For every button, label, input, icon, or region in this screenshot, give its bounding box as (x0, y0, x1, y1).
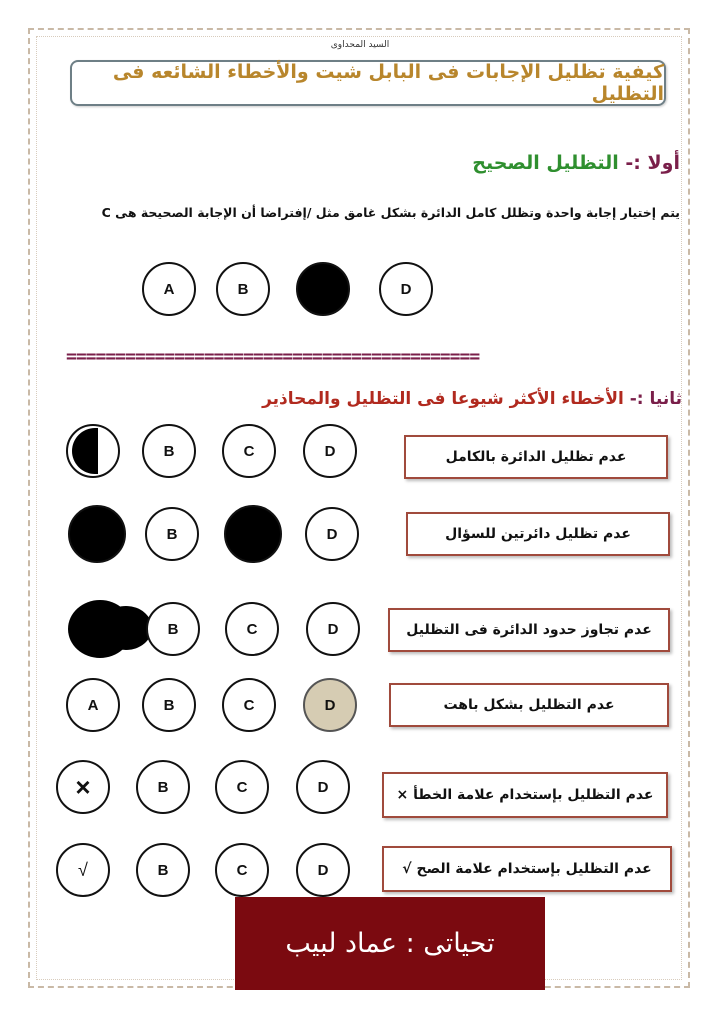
bubble-d: D (305, 507, 359, 561)
footer-banner: تحياتى : عماد لبيب (235, 897, 545, 990)
partial-fill (72, 428, 98, 474)
page-title: كيفية تظليل الإجابات فى البابل شيت والأخطاء الشائعه فى التظليل (70, 60, 666, 106)
bubble-d: D (296, 843, 350, 897)
bubble-d: D (306, 602, 360, 656)
bubble-d-faint: D (303, 678, 357, 732)
instruction-text: يتم إختيار إجابة واحدة وتظلل كامل الدائرة بشكل غامق مثل /إفتراضا أن الإجابة الصحيحة هى C (101, 205, 680, 220)
bubble-c-filled (296, 262, 350, 316)
overflow-fill-extension (100, 606, 152, 650)
bubble-x-mark: × (56, 760, 110, 814)
bubble-b: B (136, 843, 190, 897)
bubble-c: C (215, 760, 269, 814)
mistake-label: عدم تظليل دائرتين للسؤال (406, 512, 670, 556)
bubble-b: B (142, 678, 196, 732)
mistake-label: عدم التظليل بشكل باهت (389, 683, 669, 727)
section2-prefix: ثانيا :- (629, 389, 682, 409)
bubble-d: D (296, 760, 350, 814)
bubble-c: C (222, 678, 276, 732)
author-name: السيد المحداوى (330, 40, 390, 50)
bubble-b: B (216, 262, 270, 316)
mistake-label: عدم التظليل بإستخدام علامة الصح √ (382, 846, 672, 892)
section2-title: الأخطاء الأكثر شيوعا فى التظليل والمحاذير (262, 389, 624, 409)
bubble-a: A (142, 262, 196, 316)
bubble-b: B (136, 760, 190, 814)
mistake-label: عدم التظليل بإستخدام علامة الخطأ × (382, 772, 668, 818)
bubble-a-filled (68, 505, 126, 563)
section2-heading (262, 389, 682, 409)
bubble-c-filled (224, 505, 282, 563)
bubble-a: A (66, 678, 120, 732)
bubble-c: C (215, 843, 269, 897)
page-border-inner (36, 36, 682, 980)
separator-line: ========================================== (66, 346, 480, 367)
bubble-b: B (142, 424, 196, 478)
bubble-d: D (303, 424, 357, 478)
section1-prefix: أولا :- (625, 152, 680, 174)
section1-title: التظليل الصحيح (472, 152, 619, 174)
bubble-a-half-filled (66, 424, 120, 478)
bubble-b: B (145, 507, 199, 561)
bubble-d: D (379, 262, 433, 316)
bubble-check-mark: √ (56, 843, 110, 897)
bubble-c: C (225, 602, 279, 656)
bubble-b: B (146, 602, 200, 656)
bubble-c: C (222, 424, 276, 478)
mistake-label: عدم تجاوز حدود الدائرة فى التظليل (388, 608, 670, 652)
mistake-label: عدم تظليل الدائرة بالكامل (404, 435, 668, 479)
section1-heading (472, 152, 680, 174)
